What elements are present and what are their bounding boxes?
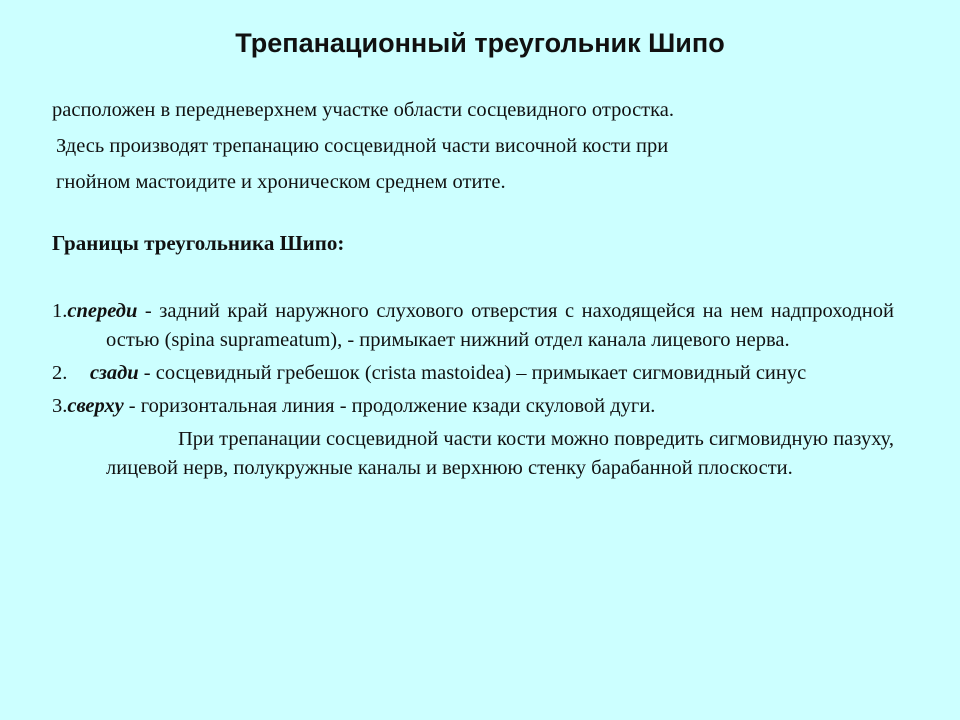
item-number: 2. <box>52 362 68 384</box>
intro-line: расположен в передневерхнем участке области сосцевидного отростка. <box>52 99 675 121</box>
item-text: - горизонтальная линия - продолжение кзади скуловой дуги. <box>123 395 656 417</box>
item-text: - задний край наружного слухового отверстия с находящейся на нем надпроходной остью (spina suprameatum), - примыкает нижний отдел канала лицевого нерва. <box>106 300 894 351</box>
intro-paragraph <box>52 92 912 200</box>
item-term: сзади <box>90 362 139 384</box>
boundary-item-front <box>52 297 894 355</box>
intro-line: Здесь производят трепанацию сосцевидной части височной кости при <box>56 135 669 157</box>
warning-note: При трепанации сосцевидной части кости можно повредить сигмовидную пазуху, лицевой нерв, полукружные каналы и верхнюю стенку барабанной плоскости. <box>106 428 894 479</box>
item-text: - сосцевидный гребешок (crista mastoidea) – примыкает сигмовидный синус <box>138 362 807 384</box>
intro-line: гнойном мастоидите и хроническом среднем отите. <box>56 171 506 193</box>
boundary-item-top <box>52 392 894 421</box>
boundary-item-back <box>52 359 894 388</box>
boundaries-heading: Границы треугольника Шипо: <box>52 231 345 255</box>
item-term: спереди <box>67 300 138 322</box>
boundaries-list <box>52 297 894 483</box>
slide-title: Трепанационный треугольник Шипо <box>235 28 725 58</box>
item-number: 1. <box>52 300 68 322</box>
item-term: сверху <box>67 395 124 417</box>
item-number: 3. <box>52 395 68 417</box>
